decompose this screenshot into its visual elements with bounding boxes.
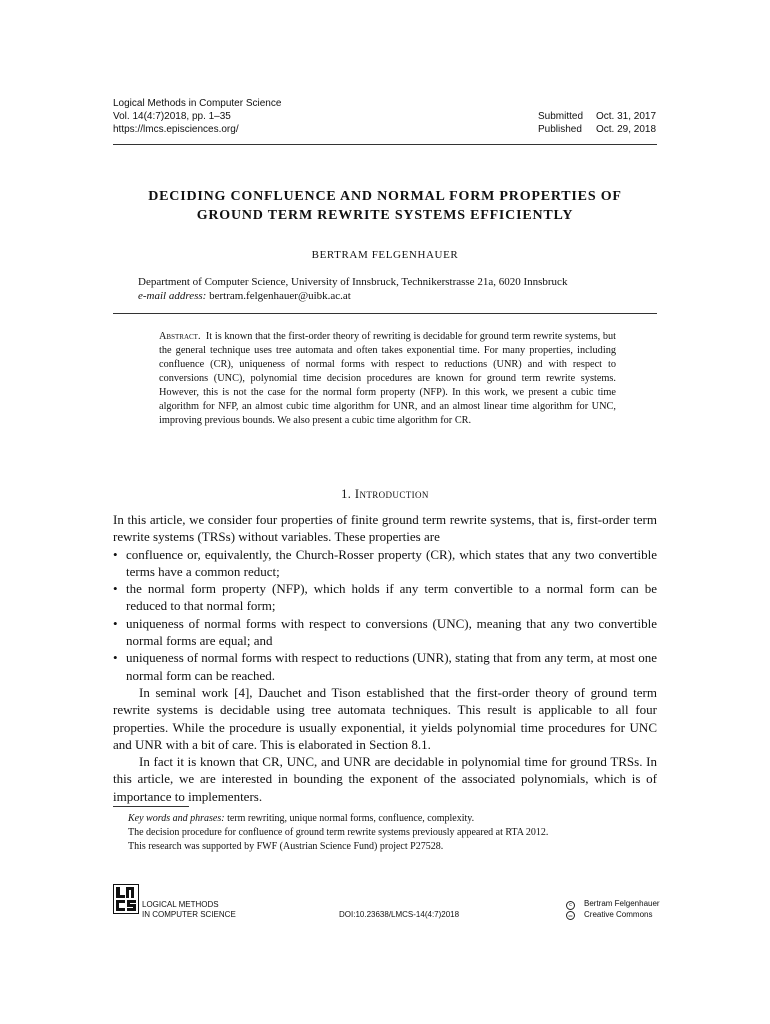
journal-name: Logical Methods in Computer Science [113, 98, 282, 109]
list-item: • confluence or, equivalently, the Church-Rosser property (CR), which states that any two convertible terms have a common reduct; [113, 546, 657, 579]
copyright-icon: c [566, 901, 575, 910]
license-name[interactable]: Creative Commons [584, 910, 653, 919]
doi[interactable]: DOI:10.23638/LMCS-14(4:7)2018 [339, 910, 460, 919]
intro-paragraph-1: In this article, we consider four properties of finite ground term rewrite systems, that is, first-order term rewrite systems (TRSs) without variables. These properties are [113, 512, 657, 545]
introduction-body [113, 511, 657, 805]
journal-url[interactable]: https://lmcs.episciences.org/ [113, 124, 239, 135]
keywords-label: Key words and phrases: [128, 813, 225, 824]
logo-text [142, 900, 236, 920]
bullet-icon: • [113, 546, 118, 562]
lmcs-logo [113, 884, 139, 914]
journal-header [113, 97, 281, 136]
section-heading [113, 487, 657, 502]
affiliation [138, 275, 658, 303]
footnote-rta: The decision procedure for confluence of ground term rewrite systems previously appeared at RTA 2012. [128, 827, 549, 838]
logo-line-1: LOGICAL METHODS [142, 900, 219, 909]
section-title: Introduction [354, 487, 429, 501]
list-item: • uniqueness of normal forms with respect to conversions (UNC), meaning that any two convertible normal forms are equal; and [113, 615, 657, 649]
department: Department of Computer Science, University of Innsbruck, Technikerstrasse 21a, 6020 Innsbruck [138, 276, 568, 288]
section-number: 1. [341, 487, 352, 501]
intro-paragraph-2: In seminal work [4], Dauchet and Tison established that the first-order theory of ground term rewrite systems is decidable using tree automata techniques. This result is applicable to all four properties. While the procedure is usually exponential, it yields polynomial time procedures for UNC and UNR with a bit of care. This is elaborated in Section 8.1. [113, 684, 657, 752]
abstract [159, 330, 616, 428]
author-name: BERTRAM FELGENHAUER [311, 249, 459, 261]
lmcs-logo-icon [113, 884, 139, 914]
bullet-icon: • [113, 581, 118, 597]
abstract-rule [113, 313, 657, 314]
email-label: e-mail address: [138, 290, 207, 302]
email-address[interactable]: bertram.felgenhauer@uibk.ac.at [209, 290, 351, 302]
copyright-holder: Bertram Felgenhauer [584, 899, 660, 908]
list-item: • the normal form property (NFP), which holds if any term convertible to a normal form can be reduced to that normal form; [113, 581, 657, 614]
title-line-2: GROUND TERM REWRITE SYSTEMS EFFICIENTLY [196, 208, 574, 223]
property-list [113, 546, 657, 684]
submitted-label: Submitted [538, 111, 584, 122]
creative-commons-icon: cc [566, 911, 575, 920]
published-label: Published [538, 124, 582, 135]
intro-paragraph-3: In fact it is known that CR, UNC, and UNR are decidable in polynomial time for ground TRSs. In this article, we are interested in bounding the exponent of the associated polynomials, which is of importance to implementers. [113, 754, 657, 804]
bullet-icon: • [113, 615, 118, 631]
title-line-1: DECIDING CONFLUENCE AND NORMAL FORM PROPERTIES OF [148, 189, 622, 204]
journal-volume: Vol. 14(4:7)2018, pp. 1–35 [113, 111, 231, 122]
logo-line-2: IN COMPUTER SCIENCE [142, 910, 236, 919]
header-rule [113, 144, 657, 145]
abstract-label: Abstract. [159, 331, 201, 342]
keywords: term rewriting, unique normal forms, confluence, complexity. [227, 813, 475, 824]
abstract-text: It is known that the first-order theory of rewriting is decidable for ground term rewrite systems, but the general technique uses tree automata and often takes exponential time. For many properties, including confluence (CR), uniqueness of normal forms with respect to reductions (UNR) and with respect to conversions (UNC), polynomial time decision procedures are known for ground term rewrite systems. However, this is not the case for the normal form property (NFP). In this work, we present a cubic time algorithm for NFP, an almost cubic time algorithm for UNR, and an almost linear time algorithm for UNC, improving previous bounds. We also present a cubic time algorithm for CR. [159, 331, 616, 426]
paper-title [90, 187, 680, 225]
bullet-icon: • [113, 650, 118, 666]
submitted-date: Oct. 31, 2017 [596, 111, 657, 122]
published-date: Oct. 29, 2018 [596, 124, 657, 135]
list-item: • uniqueness of normal forms with respect to reductions (UNR), stating that from any term, at most one normal form can be reached. [113, 650, 657, 683]
footnote-funding: This research was supported by FWF (Austrian Science Fund) project P27528. [128, 841, 444, 852]
footnote-rule [113, 806, 189, 807]
license-block [566, 899, 660, 920]
dates-block [538, 110, 656, 136]
footnotes [113, 812, 657, 854]
